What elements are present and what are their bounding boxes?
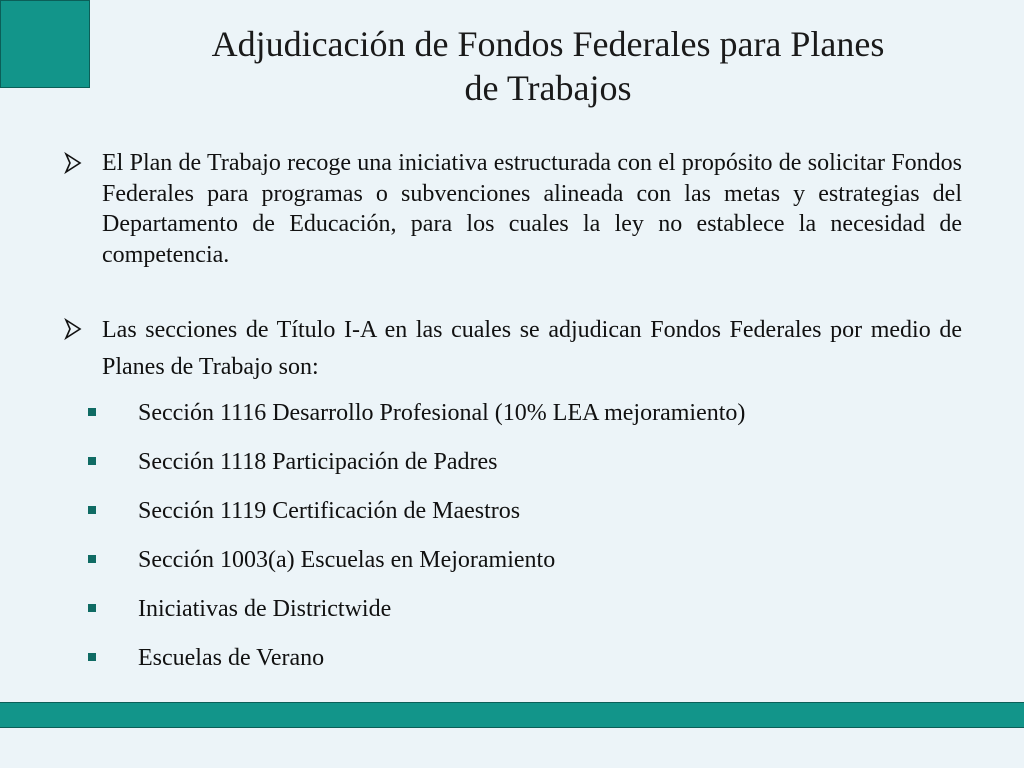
square-bullet-icon (88, 555, 96, 563)
bullet-secciones-titulo (62, 312, 962, 386)
corner-accent-box (0, 0, 90, 88)
footer-accent-bar (0, 702, 1024, 728)
list-item (86, 493, 986, 542)
list-item (86, 444, 986, 493)
bullet-text: El Plan de Trabajo recoge una iniciativa estructurada con el propósito de solicitar Fondos Federales para programas o subvenciones alineada con las metas y estrategias del Departamento de Educación, para los cuales la ley no establece la necesidad de competencia. (102, 150, 962, 268)
bullet-plan-de-trabajo (62, 148, 962, 270)
list-item (86, 640, 986, 689)
list-item-text: Sección 1003(a) Escuelas en Mejoramiento (138, 547, 556, 573)
title-line-2: de Trabajos (464, 68, 632, 108)
list-item (86, 395, 986, 444)
list-item-text: Sección 1119 Certificación de Maestros (138, 498, 521, 524)
square-bullet-icon (88, 408, 96, 416)
title-line-1: Adjudicación de Fondos Federales para Planes (211, 24, 885, 64)
slide-title (98, 22, 998, 110)
square-bullet-icon (88, 653, 96, 661)
arrow-bullet-icon (62, 312, 86, 342)
list-item (86, 542, 986, 591)
list-item (86, 591, 986, 640)
list-item-text: Sección 1118 Participación de Padres (138, 449, 498, 475)
list-item-text: Sección 1116 Desarrollo Profesional (10% LEA mejoramiento) (138, 400, 746, 426)
square-bullet-icon (88, 604, 96, 612)
arrow-bullet-icon (62, 148, 86, 178)
square-bullet-icon (88, 506, 96, 514)
square-bullet-icon (88, 457, 96, 465)
bullet-text: Las secciones de Título I-A en las cuales se adjudican Fondos Federales por medio de Planes de Trabajo son: (102, 317, 962, 380)
list-item-text: Iniciativas de Districtwide (138, 596, 392, 622)
sub-bullet-list (86, 395, 986, 689)
list-item-text: Escuelas de Verano (138, 645, 325, 671)
